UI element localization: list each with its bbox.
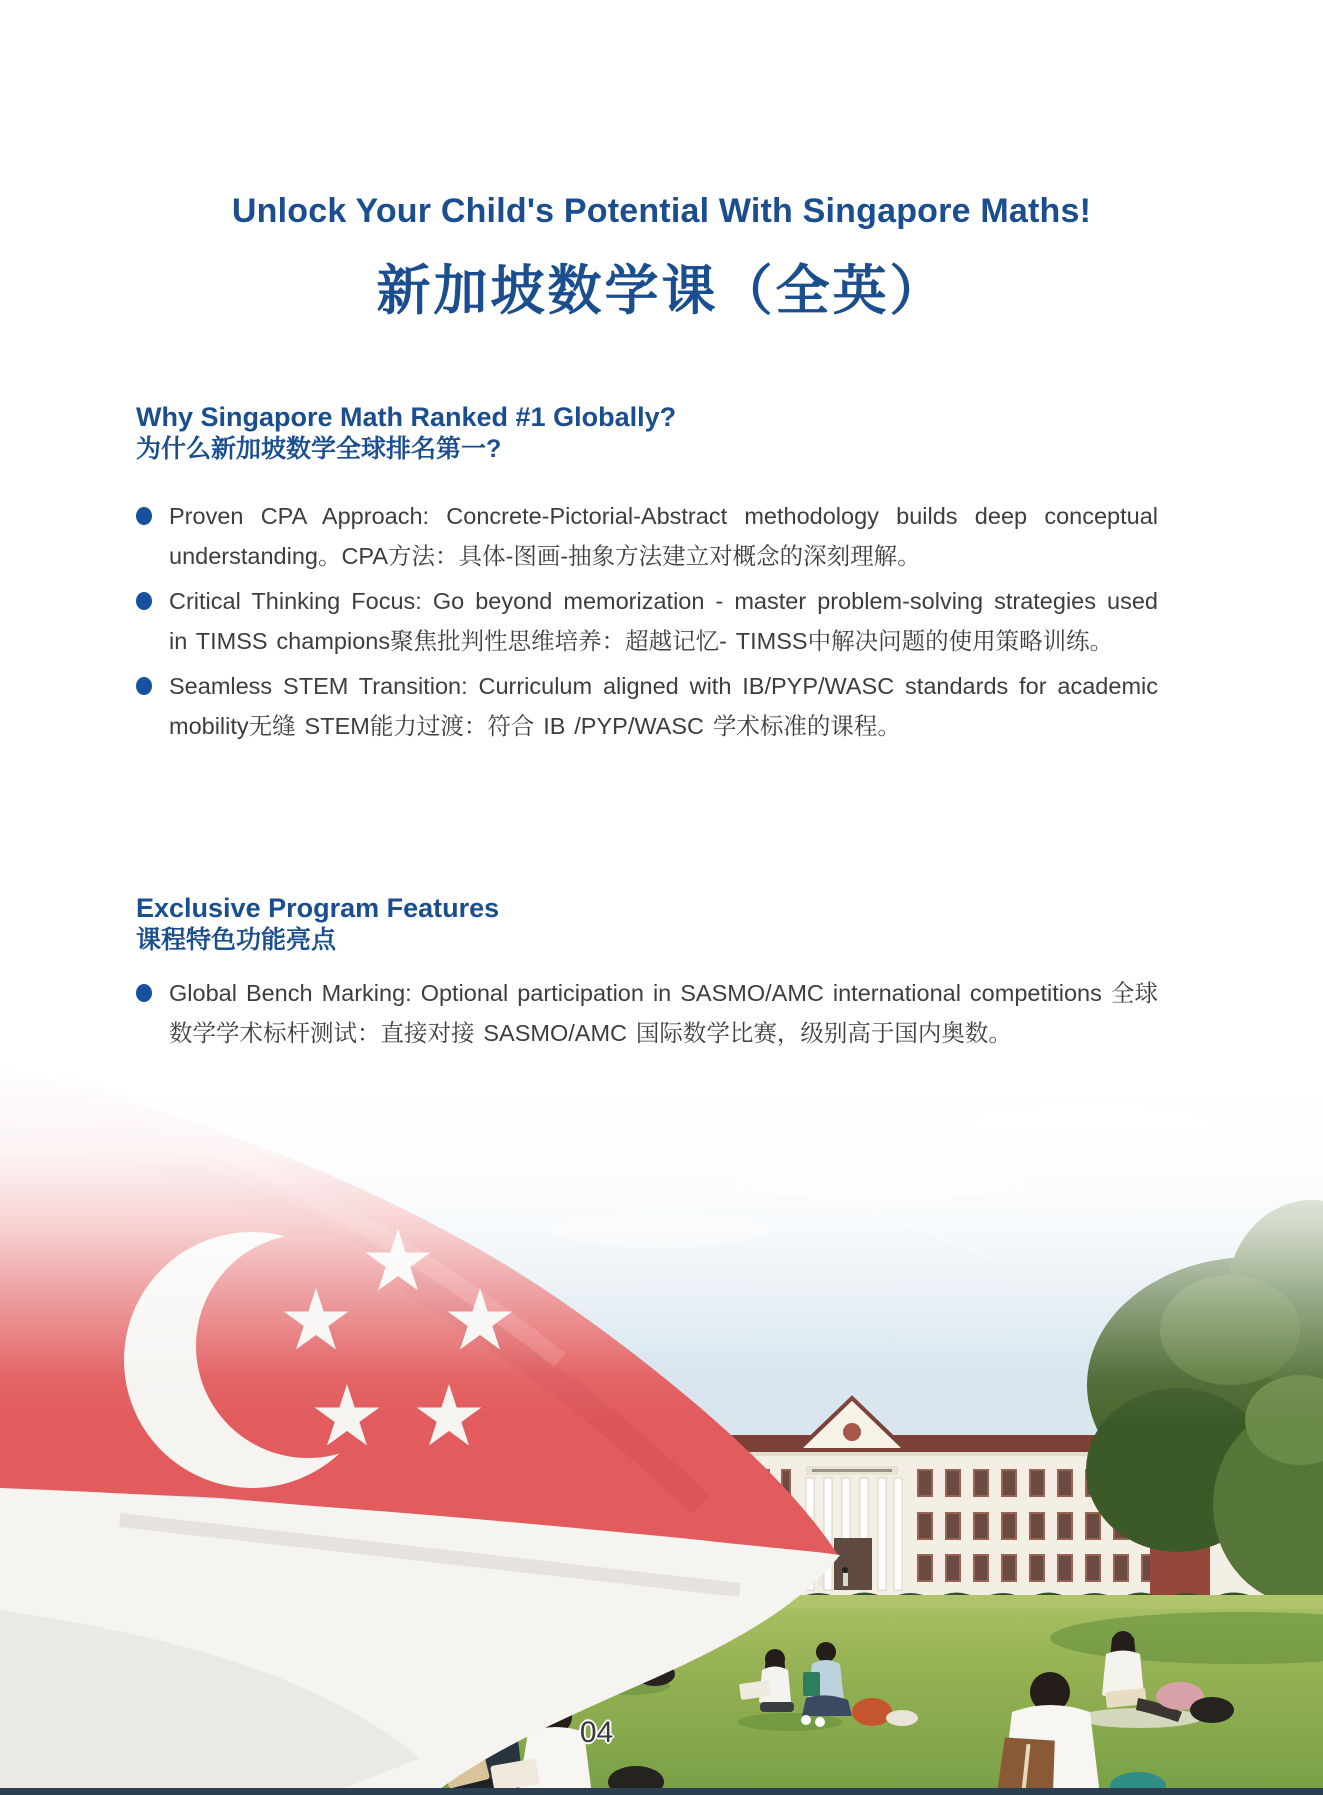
section-program-features (136, 893, 499, 955)
photo-top-fade (0, 1050, 1323, 1795)
section-heading-chinese: 课程特色功能亮点 (136, 926, 337, 954)
bullet-list-why (136, 496, 1158, 751)
section-heading-chinese: 为什么新加坡数学全球排名第一? (136, 435, 502, 463)
page-number: 04 (579, 1716, 614, 1749)
list-item: Seamless STEM Transition: Curriculum aligned with IB/PYP/WASC standards for academic mobility无缝 STEM能力过渡：符合 IB /PYP/WASC 学术标准的课程。 (136, 666, 1158, 746)
list-item: Global Bench Marking: Optional participation in SASMO/AMC international competitions 全球数学学术标杆测试：直接对接 SASMO/AMC 国际数学比赛，级别高于国内奥数。 (136, 973, 1158, 1053)
list-item: Critical Thinking Focus: Go beyond memorization - master problem-solving strategies used in TIMSS champions聚焦批判性思维培养：超越记忆- TIMSS中解决问题的使用策略训练。 (136, 581, 1158, 661)
page-title-english: Unlock Your Child's Potential With Singapore Maths! (231, 192, 1092, 230)
campus-photo (0, 1050, 1323, 1795)
section-heading-english: Why Singapore Math Ranked #1 Globally? (136, 402, 677, 432)
campus-photo-illustration (0, 1050, 1323, 1795)
section-heading-english: Exclusive Program Features (136, 893, 500, 923)
page-title-chinese: 新加坡数学课（全英） (376, 261, 947, 321)
section-why-singapore-math (136, 402, 676, 464)
bottom-edge-strip (0, 1788, 1323, 1795)
list-item: Proven CPA Approach: Concrete-Pictorial-Abstract methodology builds deep conceptual understanding。CPA方法：具体-图画-抽象方法建立对概念的深刻理解。 (136, 496, 1158, 576)
